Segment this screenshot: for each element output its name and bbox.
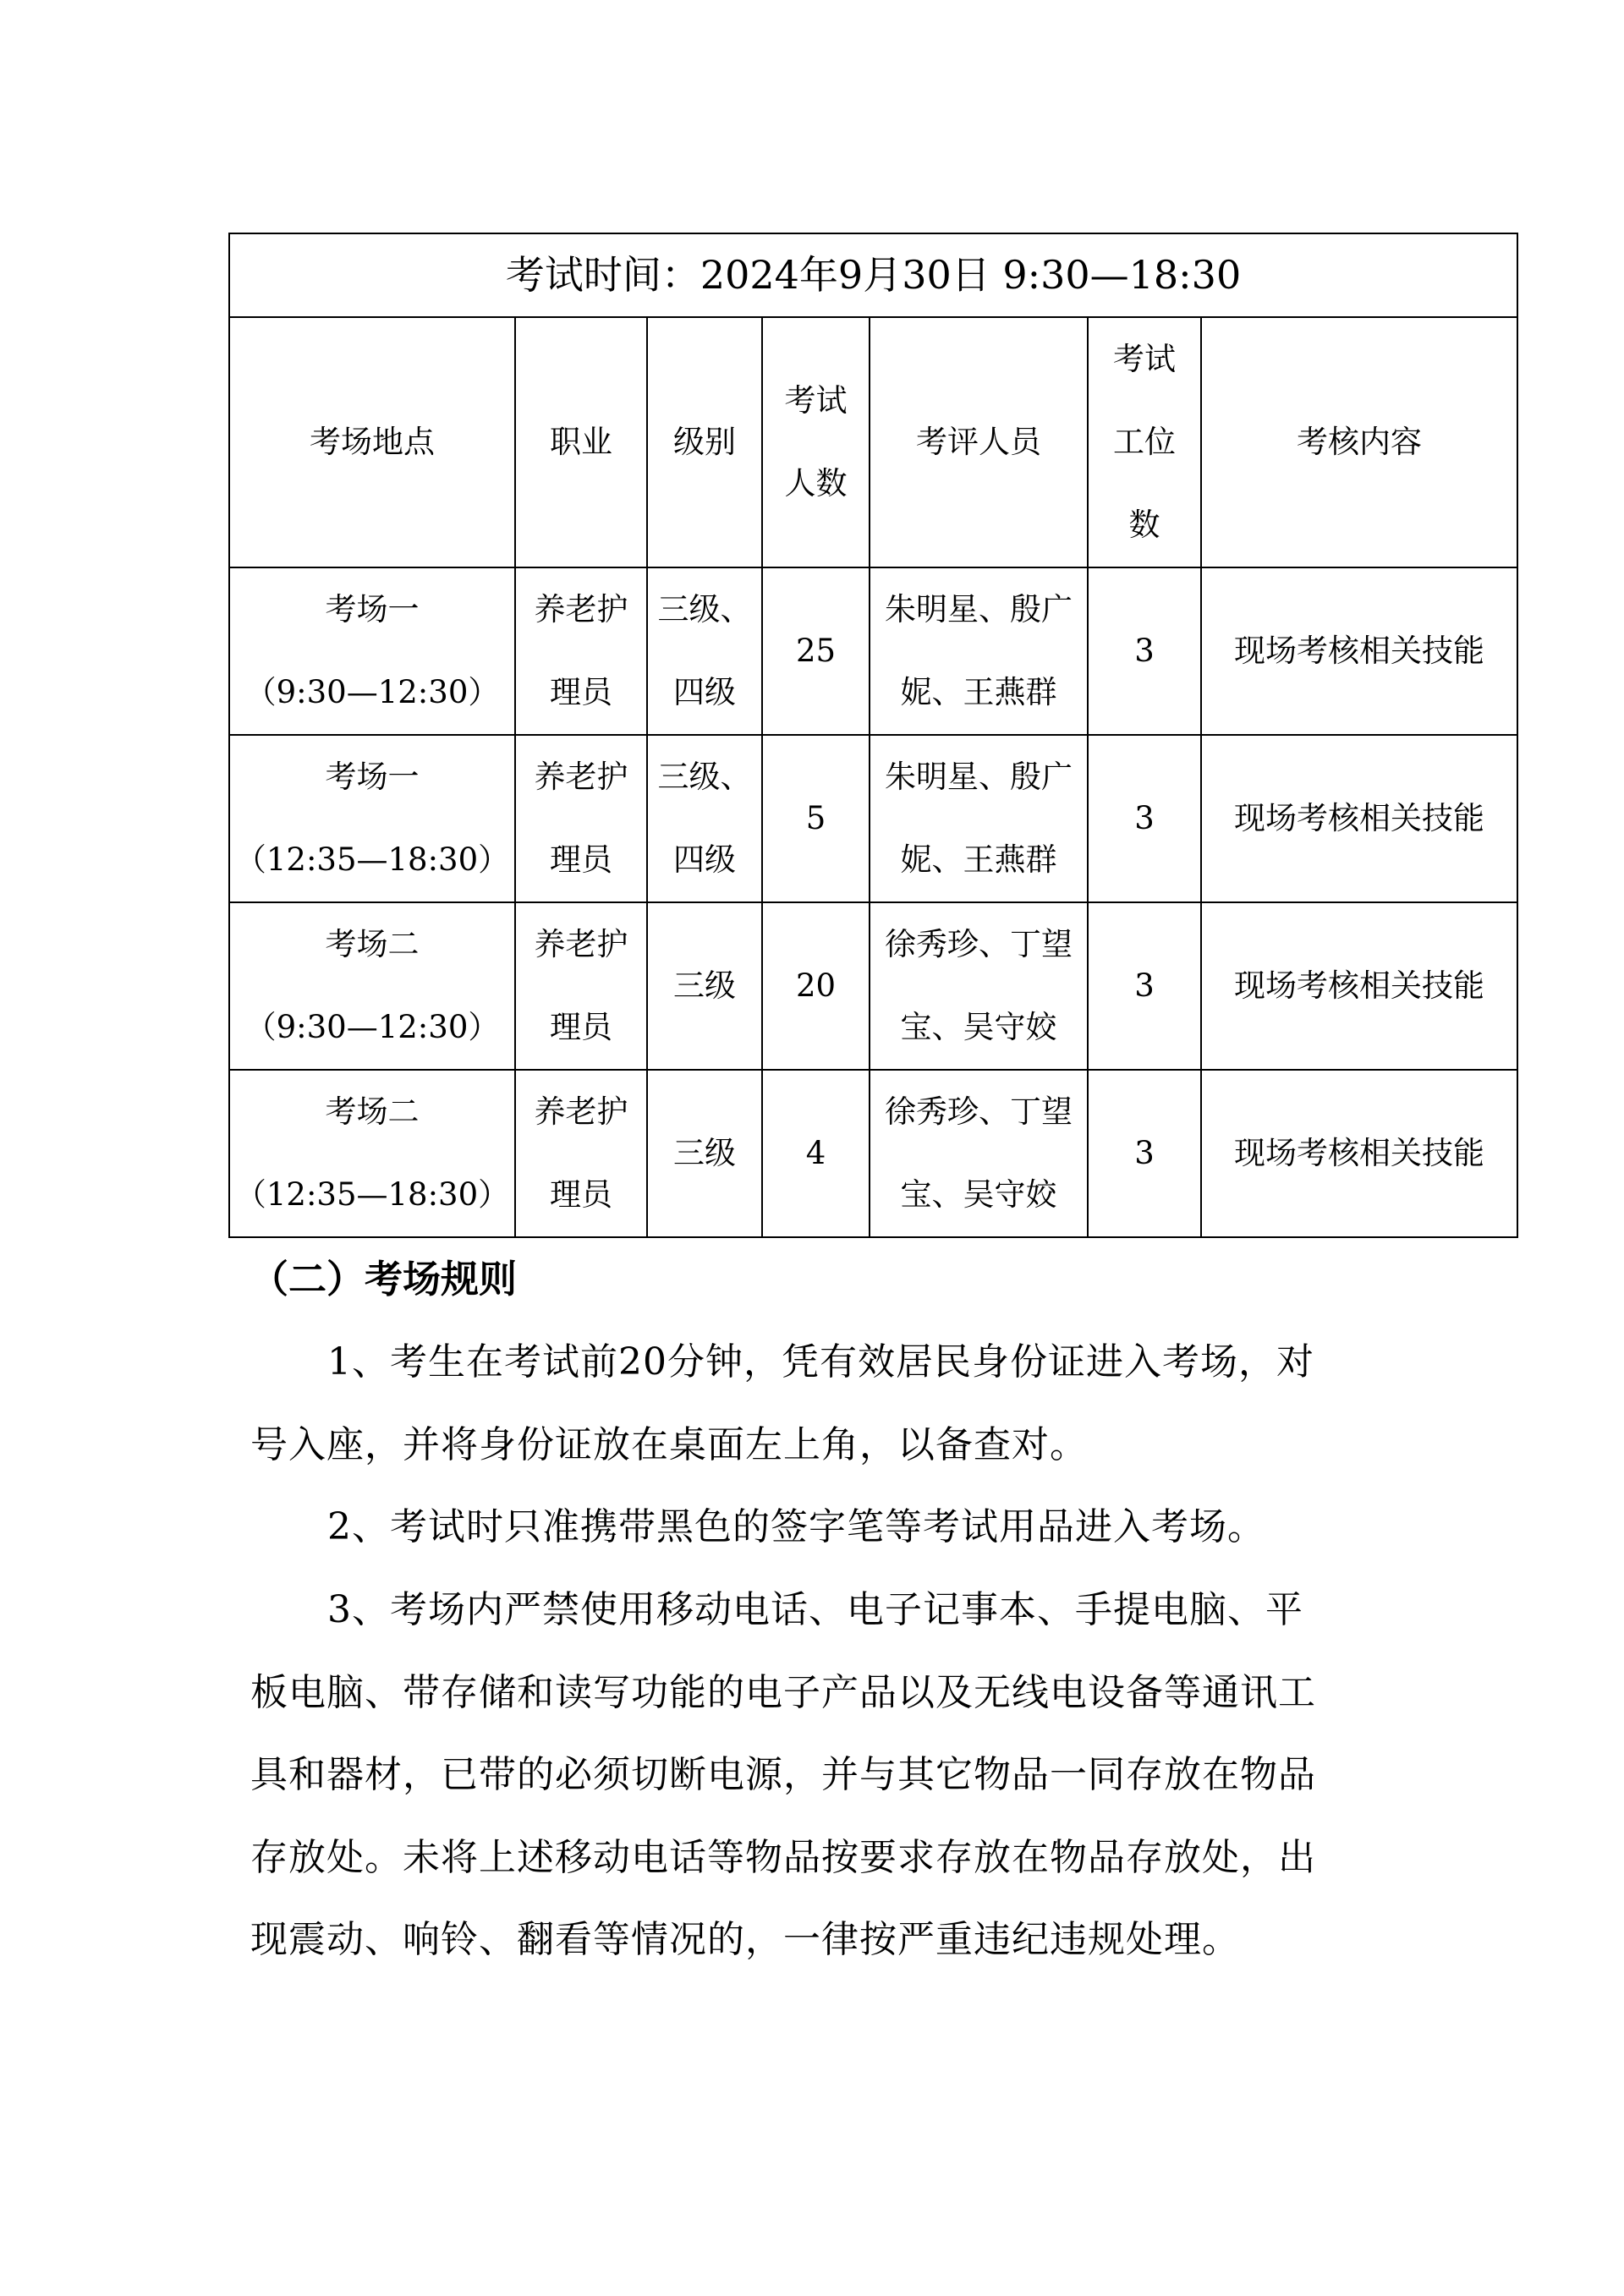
rule-paragraph xyxy=(250,1321,1388,1486)
cell-text: 考场一 xyxy=(325,591,420,627)
cell-job xyxy=(515,1070,647,1237)
cell-text: 养老护 xyxy=(534,1093,628,1130)
cell-site xyxy=(229,735,515,902)
cell-examiners xyxy=(870,567,1088,735)
cell-examiners xyxy=(870,735,1088,902)
cell-site xyxy=(229,567,515,735)
cell-text: 妮、王燕群 xyxy=(900,674,1057,710)
cell-text: 养老护 xyxy=(534,926,628,962)
cell-text: （9:30—12:30） xyxy=(244,674,500,710)
cell-text: 理员 xyxy=(550,1176,612,1213)
table-row xyxy=(229,735,1517,902)
rule-line: 号入座，并将身份证放在桌面左上角，以备查对。 xyxy=(250,1422,1088,1466)
section-heading: （二）考场规则 xyxy=(250,1257,518,1301)
cell-text: 养老护 xyxy=(534,591,628,627)
cell-count: 20 xyxy=(762,902,870,1070)
cell-text: 三级、 xyxy=(657,591,752,627)
cell-site xyxy=(229,902,515,1070)
cell-job xyxy=(515,567,647,735)
cell-content: 现场考核相关技能 xyxy=(1201,902,1517,1070)
cell-level xyxy=(647,1070,762,1237)
rule-line: 板电脑、带存储和读写功能的电子产品以及无线电设备等通讯工 xyxy=(250,1670,1316,1714)
cell-stations: 3 xyxy=(1088,567,1201,735)
cell-text: （9:30—12:30） xyxy=(244,1009,500,1045)
cell-text: 徐秀珍、丁望 xyxy=(885,926,1073,962)
cell-job xyxy=(515,735,647,902)
cell-text: 朱明星、殷广 xyxy=(885,591,1073,627)
header-text: 考场地点 xyxy=(310,424,435,460)
header-site xyxy=(229,317,515,567)
cell-text: 徐秀珍、丁望 xyxy=(885,1093,1073,1130)
header-text: 级别 xyxy=(673,424,736,460)
header-text: 考评人员 xyxy=(916,424,1041,460)
rule-line: 现震动、响铃、翻看等情况的，一律按严重违纪违规处理。 xyxy=(250,1918,1240,1961)
header-content xyxy=(1201,317,1517,567)
header-text: 人数 xyxy=(784,465,848,501)
cell-stations: 3 xyxy=(1088,902,1201,1070)
rule-line: 1、考生在考试前20分钟，凭有效居民身份证进入考场，对 xyxy=(327,1340,1314,1384)
exam-schedule-table xyxy=(228,233,1518,1238)
cell-text: 朱明星、殷广 xyxy=(885,759,1073,795)
header-job xyxy=(515,317,647,567)
header-text: 考试 xyxy=(784,382,848,419)
header-text: 考试 xyxy=(1113,341,1176,377)
cell-content: 现场考核相关技能 xyxy=(1201,1070,1517,1237)
cell-text: 三级、 xyxy=(657,759,752,795)
header-stations xyxy=(1088,317,1201,567)
cell-text: 四级 xyxy=(673,841,736,878)
cell-text: 考场二 xyxy=(325,1093,420,1130)
cell-site xyxy=(229,1070,515,1237)
cell-text: （12:35—18:30） xyxy=(234,841,510,878)
cell-count: 25 xyxy=(762,567,870,735)
rule-line: 3、考场内严禁使用移动电话、电子记事本、手提电脑、平 xyxy=(327,1588,1303,1631)
cell-job xyxy=(515,902,647,1070)
cell-text: 宝、吴守姣 xyxy=(900,1176,1057,1213)
cell-text: 考场二 xyxy=(325,926,420,962)
header-text: 考核内容 xyxy=(1297,424,1423,460)
cell-count: 4 xyxy=(762,1070,870,1237)
rule-paragraph xyxy=(250,1486,1388,1569)
cell-text: 三级 xyxy=(673,1135,736,1171)
cell-level xyxy=(647,735,762,902)
header-level xyxy=(647,317,762,567)
cell-text: （12:35—18:30） xyxy=(234,1176,510,1213)
rule-line: 存放处。未将上述移动电话等物品按要求存放在物品存放处，出 xyxy=(250,1835,1316,1879)
table-row xyxy=(229,902,1517,1070)
rule-line: 2、考试时只准携带黑色的签字笔等考试用品进入考场。 xyxy=(327,1505,1265,1548)
cell-text: 养老护 xyxy=(534,759,628,795)
header-examiners xyxy=(870,317,1088,567)
cell-content: 现场考核相关技能 xyxy=(1201,735,1517,902)
cell-text: 四级 xyxy=(673,674,736,710)
cell-text: 考场一 xyxy=(325,759,420,795)
cell-examiners xyxy=(870,902,1088,1070)
cell-level xyxy=(647,567,762,735)
cell-level xyxy=(647,902,762,1070)
header-text: 职业 xyxy=(550,424,612,460)
cell-text: 妮、王燕群 xyxy=(900,841,1057,878)
cell-text: 理员 xyxy=(550,841,612,878)
cell-text: 理员 xyxy=(550,674,612,710)
exam-time-title: 考试时间：2024年9月30日 9:30—18:30 xyxy=(229,233,1517,317)
header-count xyxy=(762,317,870,567)
table-header-row xyxy=(229,317,1517,567)
cell-examiners xyxy=(870,1070,1088,1237)
cell-text: 三级 xyxy=(673,967,736,1004)
header-text: 数 xyxy=(1128,507,1160,543)
cell-stations: 3 xyxy=(1088,1070,1201,1237)
table-row xyxy=(229,567,1517,735)
cell-stations: 3 xyxy=(1088,735,1201,902)
cell-count: 5 xyxy=(762,735,870,902)
cell-text: 宝、吴守姣 xyxy=(900,1009,1057,1045)
header-text: 工位 xyxy=(1113,424,1176,460)
rule-paragraph xyxy=(250,1569,1388,1981)
rule-line: 具和器材，已带的必须切断电源，并与其它物品一同存放在物品 xyxy=(250,1753,1316,1796)
table-row xyxy=(229,1070,1517,1237)
cell-content: 现场考核相关技能 xyxy=(1201,567,1517,735)
cell-text: 理员 xyxy=(550,1009,612,1045)
